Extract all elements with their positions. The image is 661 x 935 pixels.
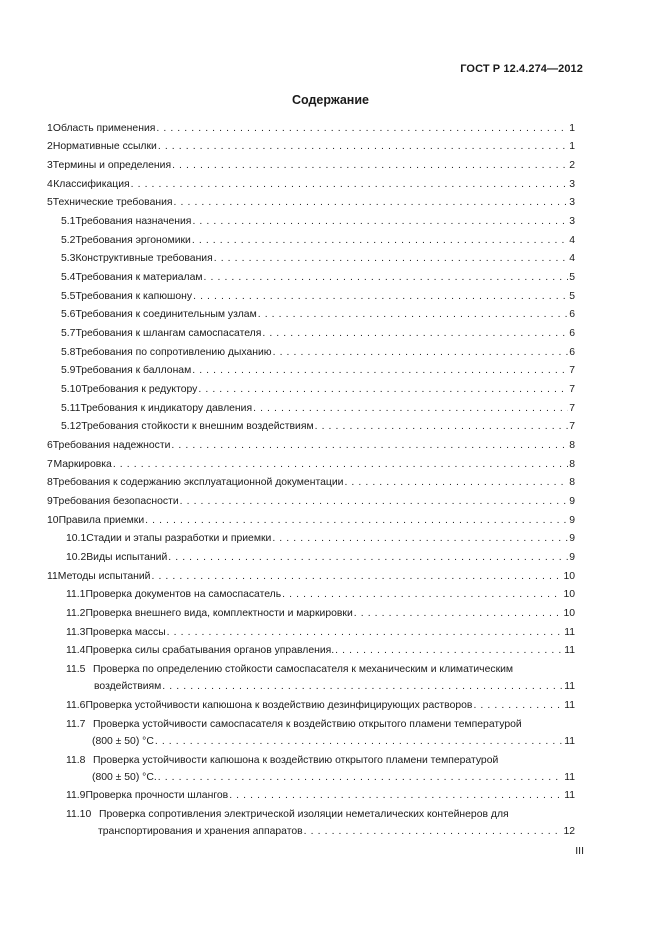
toc-entry[interactable] (47, 159, 575, 173)
toc-entry[interactable] (61, 308, 575, 322)
toc-leader-dots (198, 383, 568, 397)
toc-entry-first-line (66, 663, 513, 677)
toc-entry-page: 10 (563, 608, 575, 619)
toc-entry-title: Конструктивные требования (75, 253, 213, 264)
toc-entry-page: 11 (564, 681, 575, 692)
toc-entry[interactable] (61, 290, 575, 304)
toc-entry-number: 11.8 (66, 755, 86, 766)
toc-entry-title: Проверка прочности шлангов (85, 790, 229, 801)
toc-leader-dots (155, 735, 563, 749)
toc-leader-dots (131, 178, 569, 192)
toc-entry-first-line (66, 718, 522, 732)
toc-leader-dots (172, 159, 568, 173)
toc-entry-number: 11.5 (66, 664, 86, 675)
toc-entry-page: 7 (569, 403, 575, 414)
toc-entry-page: 3 (569, 179, 575, 190)
toc-entry-page: 11 (564, 790, 575, 801)
toc-entry-number: 10.1 (66, 533, 87, 544)
toc-entry-page: 10 (563, 589, 575, 600)
toc-entry-number: 5.2 (61, 235, 76, 246)
toc-entry-page: 12 (563, 826, 575, 837)
toc-leader-dots (156, 122, 568, 136)
toc-entry[interactable] (66, 699, 575, 713)
toc-entry[interactable] (92, 735, 575, 749)
toc-entry-number: 5.3 (61, 253, 76, 264)
toc-entry-title: Стадии и этапы разработки и приемки (86, 533, 272, 544)
toc-leader-dots (229, 789, 563, 803)
toc-leader-dots (253, 402, 568, 416)
toc-entry-number: 5.10 (61, 384, 82, 395)
toc-entry[interactable] (47, 458, 575, 472)
toc-leader-dots (180, 495, 569, 509)
toc-entry-number: 4 (47, 179, 53, 190)
toc-entry[interactable] (61, 346, 575, 360)
toc-leader-dots (174, 196, 569, 210)
toc-entry[interactable] (61, 234, 575, 248)
toc-entry-title: Маркировка (53, 459, 112, 470)
toc-entry-title: Требования назначения (75, 216, 192, 227)
toc-entry-title: (800 ± 50) °C (92, 736, 154, 747)
toc-entry[interactable] (61, 383, 575, 397)
toc-entry-title: Методы испытаний (57, 571, 151, 582)
toc-entry-first-line (66, 754, 498, 768)
toc-entry-number: 11.6 (66, 700, 86, 711)
toc-entry-number: 11.1 (66, 589, 86, 600)
toc-entry[interactable] (92, 771, 575, 785)
toc-leader-dots (304, 825, 563, 839)
toc-entry-page: 1 (569, 123, 575, 134)
toc-entry-page: 4 (569, 253, 575, 264)
toc-entry-number: 7 (47, 459, 53, 470)
toc-entry-number: 11 (47, 571, 58, 582)
toc-entry[interactable] (98, 825, 575, 839)
toc-entry-number: 5.8 (61, 347, 76, 358)
toc-entry[interactable] (66, 626, 575, 640)
toc-entry-title: Область применения (52, 123, 156, 134)
toc-leader-dots (258, 308, 568, 322)
toc-entry[interactable] (61, 215, 575, 229)
toc-entry-number: 5.1 (61, 216, 76, 227)
toc-entry-page: 2 (569, 160, 575, 171)
toc-entry-title: Проверка документов на самоспасатель (85, 589, 282, 600)
toc-leader-dots (192, 234, 568, 248)
toc-entry-title: Требования эргономики (75, 235, 191, 246)
toc-entry-number: 11.2 (66, 608, 86, 619)
toc-entry-title: Требования надежности (52, 440, 171, 451)
toc-entry-title: Требования к редуктору (81, 384, 198, 395)
toc-leader-dots (272, 532, 568, 546)
toc-entry-page: 5 (569, 272, 575, 283)
toc-entry-page: 9 (569, 496, 575, 507)
toc-entry-page: 8 (569, 440, 575, 451)
toc-entry[interactable] (61, 271, 575, 285)
toc-entry-page: 11 (564, 645, 575, 656)
toc-entry-number: 11.10 (66, 809, 92, 820)
toc-leader-dots (151, 570, 562, 584)
toc-entry-page: 9 (569, 515, 575, 526)
toc-entry-number: 9 (47, 496, 53, 507)
toc-leader-dots (315, 420, 569, 434)
toc-entry-number: 5.11 (61, 403, 81, 414)
toc-entry[interactable] (61, 327, 575, 341)
toc-entry-number: 2 (47, 141, 53, 152)
toc-entry-title-line1: Проверка устойчивости капюшона к воздействию открытого пламени температурой (93, 755, 499, 766)
toc-entry-number: 3 (47, 160, 53, 171)
toc-entry-number: 11.7 (66, 719, 86, 730)
toc-entry-page: 3 (569, 216, 575, 227)
toc-leader-dots (204, 271, 569, 285)
toc-entry-number: 11.4 (66, 645, 86, 656)
toc-entry-number: 5.9 (61, 365, 76, 376)
toc-entry-page: 11 (564, 700, 575, 711)
toc-entry[interactable] (66, 644, 575, 658)
toc-entry-title: Проверка силы срабатывания органов управления. (85, 645, 335, 656)
toc-entry-number: 8 (47, 477, 53, 488)
toc-entry-title: Проверка массы (85, 627, 166, 638)
toc-entry-page: 8 (569, 477, 575, 488)
toc-entry-title: Требования к индикатору давления (80, 403, 253, 414)
toc-entry-title: Технические требования (52, 197, 173, 208)
toc-entry[interactable] (66, 532, 575, 546)
toc-entry[interactable] (61, 252, 575, 266)
toc-leader-dots (168, 551, 568, 565)
toc-entry-title: Термины и определения (52, 160, 172, 171)
toc-entry-title: Виды испытаний (86, 552, 168, 563)
toc-entry-page: 6 (569, 347, 575, 358)
toc-entry-page: 9 (569, 533, 575, 544)
toc-entry-page: 9 (569, 552, 575, 563)
toc-entry-title: Требования к материалам (75, 272, 203, 283)
page-number: III (575, 845, 584, 857)
toc-entry[interactable] (47, 495, 575, 509)
toc-leader-dots (344, 476, 568, 490)
toc-entry-page: 1 (569, 141, 575, 152)
toc-entry[interactable] (47, 439, 575, 453)
toc-entry-page: 6 (569, 309, 575, 320)
toc-leader-dots (473, 699, 563, 713)
toc-entry-number: 10.2 (66, 552, 87, 563)
toc-entry[interactable] (66, 588, 575, 602)
toc-entry-page: 6 (569, 328, 575, 339)
page-title: Содержание (291, 93, 369, 107)
toc-entry-page: 11 (564, 627, 575, 638)
toc-leader-dots (158, 771, 563, 785)
toc-entry-page: 7 (569, 365, 575, 376)
toc-entry-title: Требования к капюшону (75, 291, 193, 302)
toc-entry-page: 11 (564, 772, 575, 783)
toc-entry-title: Требования по сопротивлению дыханию (75, 347, 272, 358)
toc-leader-dots (113, 458, 568, 472)
toc-entry-title: Правила приемки (58, 515, 145, 526)
toc-leader-dots (335, 644, 563, 658)
toc-entry[interactable] (47, 476, 575, 490)
toc-leader-dots (192, 215, 568, 229)
toc-entry-page: 10 (563, 571, 575, 582)
toc-entry[interactable] (47, 178, 575, 192)
toc-entry[interactable] (61, 402, 575, 416)
toc-entry-title: Проверка внешнего вида, комплектности и маркировки (85, 608, 353, 619)
toc-entry-title: Проверка устойчивости капюшона к воздействию дезинфицирующих растворов (85, 700, 473, 711)
toc-entry[interactable] (47, 514, 575, 528)
toc-entry-first-line (66, 808, 509, 822)
toc-entry-page: 7 (569, 384, 575, 395)
toc-entry-number: 5.4 (61, 272, 76, 283)
toc-entry-title-line1: Проверка по определению стойкости самоспасателя к механическим и климатическим (93, 664, 514, 675)
toc-entry-title-line1: Проверка сопротивления электрической изоляции неметалических контейнеров для (99, 809, 509, 820)
toc-entry-title-line1: Проверка устойчивости самоспасателя к воздействию открытого пламени температурой (93, 719, 522, 730)
toc-entry-number: 5.5 (61, 291, 76, 302)
toc-entry[interactable] (61, 420, 575, 434)
toc-leader-dots (282, 588, 562, 602)
toc-entry-title: Требования стойкости к внешним воздействиям (81, 421, 314, 432)
toc-entry-number: 11.9 (66, 790, 86, 801)
toc-leader-dots (145, 514, 568, 528)
toc-entry-title: Требования к баллонам (75, 365, 192, 376)
toc-entry-page: 7 (569, 421, 575, 432)
toc-entry[interactable] (47, 122, 575, 136)
toc-entry-title: Нормативные ссылки (52, 141, 157, 152)
toc-entry-page: 5 (569, 291, 575, 302)
toc-leader-dots (171, 439, 568, 453)
toc-entry-number: 6 (47, 440, 53, 451)
toc-entry-title: (800 ± 50) °C. (92, 772, 157, 783)
toc-leader-dots (192, 364, 568, 378)
toc-entry-number: 1 (47, 123, 53, 134)
toc-entry-number: 5.6 (61, 309, 76, 320)
toc-entry-title: Требования к шлангам самоспасателя (75, 328, 262, 339)
toc-entry-number: 5 (47, 197, 53, 208)
toc-leader-dots (214, 252, 568, 266)
toc-leader-dots (158, 140, 568, 154)
toc-leader-dots (273, 346, 569, 360)
toc-leader-dots (193, 290, 568, 304)
toc-entry-number: 5.12 (61, 421, 82, 432)
toc-entry-title: Требования безопасности (52, 496, 179, 507)
toc-entry[interactable] (66, 789, 575, 803)
toc-entry-page: 4 (569, 235, 575, 246)
toc-entry[interactable] (66, 607, 575, 621)
toc-entry-page: 8 (569, 459, 575, 470)
toc-entry-page: 11 (564, 736, 575, 747)
toc-entry[interactable] (47, 570, 575, 584)
toc-entry-title: Классификация (53, 179, 130, 190)
toc-entry[interactable] (66, 551, 575, 565)
toc-leader-dots (262, 327, 568, 341)
toc-leader-dots (354, 607, 563, 621)
toc-entry[interactable] (61, 364, 575, 378)
toc-entry-page: 3 (569, 197, 575, 208)
toc-entry-number: 10 (47, 515, 59, 526)
toc-entry-title: Требования к содержанию эксплуатационной документации (52, 477, 344, 488)
toc-entry[interactable] (47, 196, 575, 210)
toc-entry-number: 5.7 (61, 328, 76, 339)
toc-entry[interactable] (94, 680, 575, 694)
toc-entry-title: воздействиям (94, 681, 162, 692)
toc-entry-title: Требования к соединительным узлам (75, 309, 257, 320)
toc-entry[interactable] (47, 140, 575, 154)
standard-header: ГОСТ Р 12.4.274—2012 (460, 63, 583, 75)
toc-leader-dots (167, 626, 564, 640)
toc-entry-number: 11.3 (66, 627, 86, 638)
toc-leader-dots (162, 680, 563, 694)
toc-entry-title: транспортирования и хранения аппаратов (98, 826, 303, 837)
